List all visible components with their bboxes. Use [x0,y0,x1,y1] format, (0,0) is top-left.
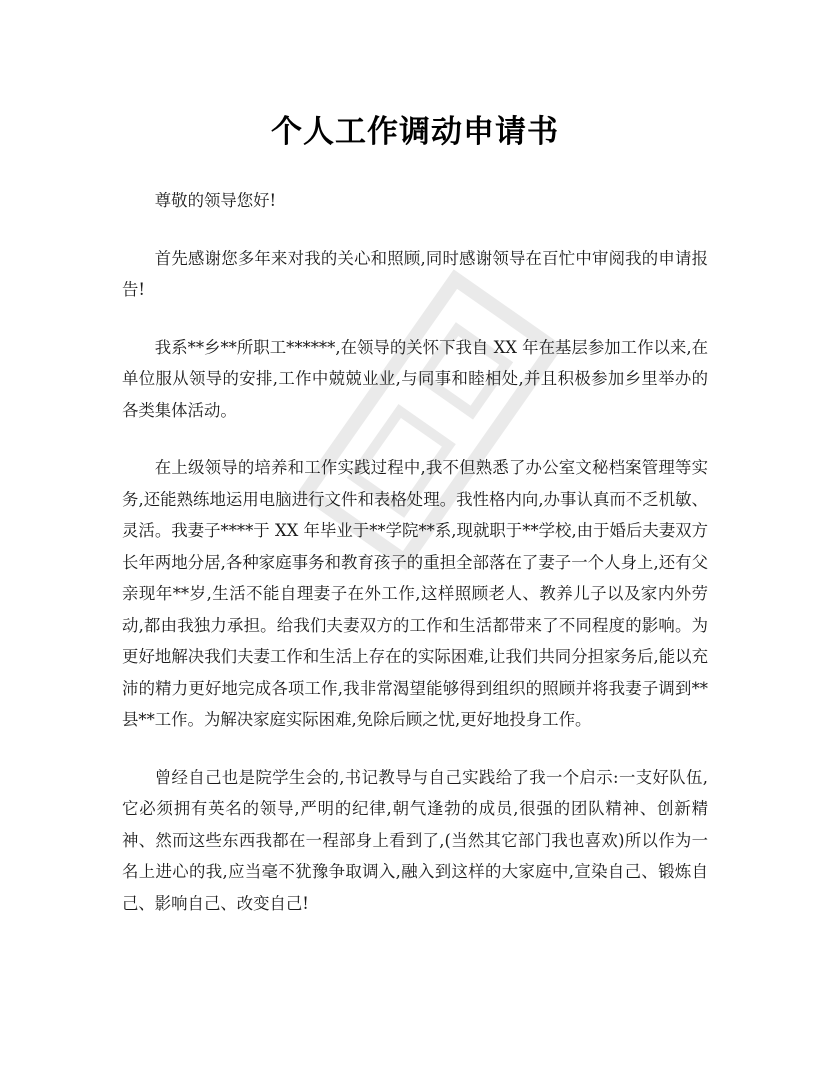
paragraph-thanks: 首先感谢您多年来对我的关心和照顾,同时感谢领导在百忙中审阅我的申请报告! [122,248,708,299]
paragraph-family-situation: 在上级领导的培养和工作实践过程中,我不但熟悉了办公室文秘档案管理等实务,还能熟练地运用电脑进行文件和表格处理。我性格内向,办事认真而不乏机敏、灵活。我妻子****于 XX 年毕业于**学院**系,现就职于**学校,由于婚后夫妻双方长年两地分居,各种家庭事务和教育孩子的重担全部落在了妻子一个人身上,还有父亲现年**岁,生活不能自理妻子在外工作,这样照顾老人、教养儿子以及家内外劳动,都由我独力承担。给我们夫妻双方的工作和生活都带来了不同程度的影响。为更好地解决我们夫妻工作和生活上存在的实际困难,让我们共同分担家务后,能以充沛的精力更好地完成各项工作,我非常渴望能够得到组织的照顾并将我妻子调到**县**工作。为解决家庭实际困难,免除后顾之忧,更好地投身工作。 [122,458,708,729]
greeting: 尊敬的领导您好! [154,191,277,210]
paragraph-motivation: 曾经自己也是院学生会的,书记教导与自己实践给了我一个启示:一支好队伍,它必须拥有英名的领导,严明的纪律,朝气逢勃的成员,很强的团队精神、创新精神、然而这些东西我都在一程部身上看到了,(当然其它部门我也喜欢)所以作为一名上进心的我,应当毫不犹豫争取调入,融入到这样的大家庭中,宣染自己、锻炼自己、影响自己、改变自己! [122,767,708,913]
document-title: 个人工作调动申请书 [271,114,559,150]
paragraph-background: 我系**乡**所职工******,在领导的关怀下我自 XX 年在基层参加工作以来,在单位服从领导的安排,工作中兢兢业业,与同事和睦相处,并且积极参加乡里举办的各类集体活动。 [122,337,708,420]
document-body [122,185,708,945]
